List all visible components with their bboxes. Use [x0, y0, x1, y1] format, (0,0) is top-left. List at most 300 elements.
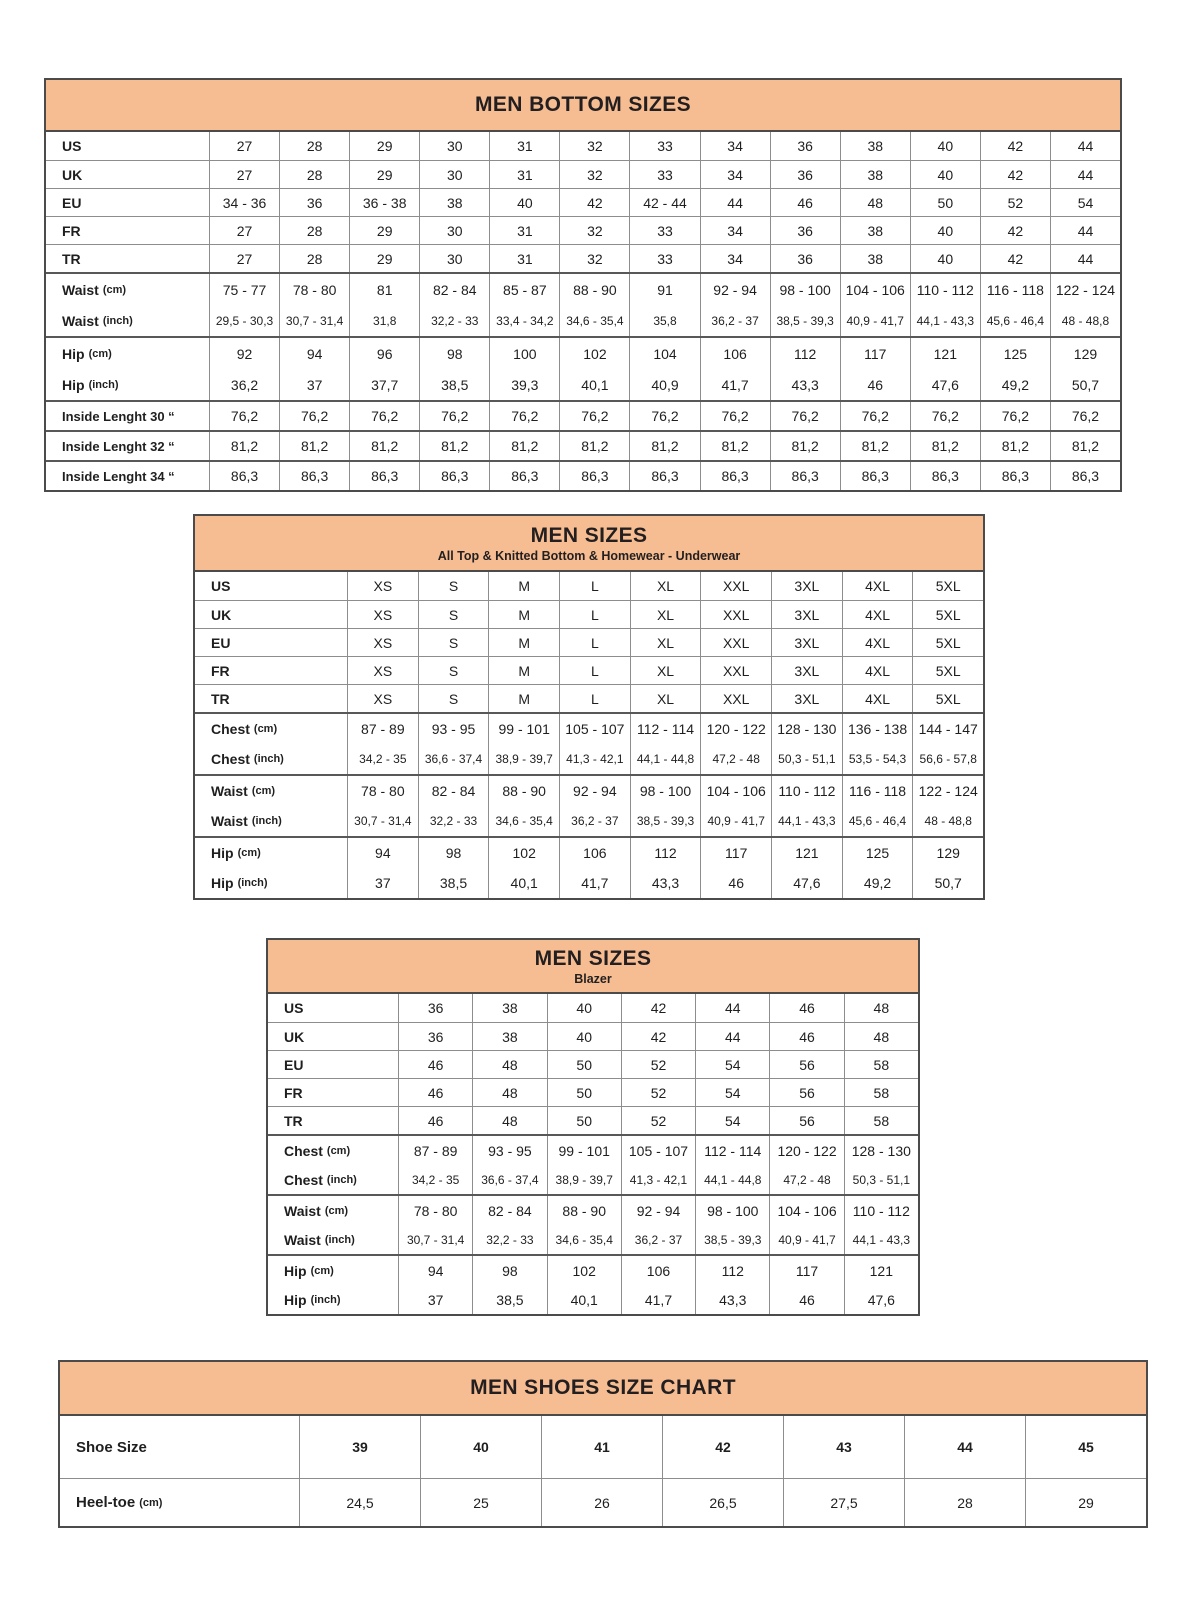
row-label-line [211, 714, 347, 744]
row-label [46, 245, 209, 272]
size-cell-value: 41,3 - 42,1 [566, 752, 624, 766]
size-cell: 52 [621, 1051, 695, 1078]
size-cell [559, 274, 629, 336]
size-cell-value: 41,7 [721, 376, 749, 393]
size-cell: 76,2 [980, 402, 1050, 430]
size-cell [621, 1136, 695, 1194]
size-cell: XS [347, 572, 418, 600]
size-cell [489, 274, 559, 336]
size-cell: XS [347, 629, 418, 656]
size-cell: 27 [209, 245, 279, 272]
size-cell [418, 838, 489, 898]
size-cell: 76,2 [629, 402, 699, 430]
size-cell [279, 338, 349, 400]
table-header [46, 80, 1120, 132]
size-cell: 43 [783, 1416, 904, 1478]
size-cell: 33 [629, 217, 699, 244]
size-cell-value: 40,1 [510, 875, 538, 891]
size-cell [700, 838, 771, 898]
row-label-line [284, 1256, 398, 1285]
size-cell: 32 [559, 217, 629, 244]
size-cell: 46 [398, 1107, 472, 1134]
size-cell [209, 338, 279, 400]
size-cell-value: 47,6 [931, 376, 959, 393]
size-cell [418, 714, 489, 774]
size-cell [547, 1136, 621, 1194]
size-cell-value: 36,6 - 37,4 [424, 752, 483, 766]
size-cell-value: 100 [513, 345, 537, 362]
size-cell [910, 274, 980, 336]
size-cell-value: 39,3 [511, 376, 539, 393]
row-label-line [62, 338, 209, 369]
row-label [268, 1023, 398, 1050]
size-cell-value: 46 [867, 376, 884, 393]
size-cell-value: 105 - 107 [565, 721, 625, 737]
row-label-line [284, 1225, 398, 1254]
size-cell: 36 [398, 994, 472, 1022]
size-cell: 36 [770, 245, 840, 272]
row-label [46, 338, 209, 400]
size-cell [770, 274, 840, 336]
table-row [268, 1050, 918, 1078]
size-cell: 81,2 [700, 432, 770, 460]
size-cell-value: 36,2 - 37 [634, 1232, 683, 1247]
size-cell: 24,5 [299, 1479, 420, 1526]
size-cell: 50 [547, 1051, 621, 1078]
size-cell-value: 120 - 122 [706, 721, 766, 737]
size-cell: 40 [547, 1023, 621, 1050]
size-cell: 36 [770, 132, 840, 160]
size-cell [771, 838, 842, 898]
size-cell [472, 1256, 546, 1314]
table-title: MEN BOTTOM SIZES [474, 93, 692, 116]
size-cell-value: 41,7 [644, 1291, 673, 1308]
row-label-line [211, 744, 347, 774]
row-label-text: EU [211, 634, 231, 651]
size-cell [398, 1196, 472, 1254]
size-cell-value: 102 [512, 845, 536, 861]
size-cell-value: 47,6 [867, 1291, 895, 1308]
size-cell [630, 838, 701, 898]
size-cell-value: 78 - 80 [292, 281, 337, 298]
table-header [60, 1362, 1146, 1416]
size-cell-value: 96 [376, 345, 393, 362]
table-row [268, 1134, 918, 1194]
size-cell: 40 [489, 189, 559, 216]
size-cell-value: 33,4 - 34,2 [496, 313, 554, 328]
row-label-line [211, 776, 347, 806]
size-cell-value: 121 [869, 1262, 893, 1279]
row-label [46, 402, 209, 430]
size-cell: 34 [700, 161, 770, 188]
size-cell: 58 [844, 1051, 918, 1078]
size-cell-value: 29,5 - 30,3 [215, 313, 274, 328]
size-cell-value: 99 - 101 [558, 1142, 610, 1159]
size-cell-value: 82 - 84 [488, 1202, 532, 1219]
men-bottom-sizes-table [44, 78, 1122, 492]
size-cell-value: 106 [723, 345, 747, 362]
size-cell: 34 [700, 245, 770, 272]
size-cell: XL [630, 601, 701, 628]
size-cell: 81,2 [559, 432, 629, 460]
size-cell: 40 [547, 994, 621, 1022]
size-cell [347, 838, 418, 898]
size-cell-value: 44,1 - 43,3 [916, 313, 974, 328]
size-cell: 33 [629, 245, 699, 272]
size-cell-value: 44,1 - 44,8 [636, 752, 695, 766]
size-cell-value: 48 - 48,8 [924, 814, 972, 828]
size-cell: 31 [489, 217, 559, 244]
size-cell-value: 129 [936, 845, 960, 861]
size-cell: 54 [695, 1051, 769, 1078]
size-cell-value: 38,5 - 39,3 [704, 1232, 762, 1247]
size-cell-value: 45,6 - 46,4 [986, 313, 1045, 328]
size-cell: S [418, 629, 489, 656]
size-cell [547, 1196, 621, 1254]
size-cell: 50 [547, 1107, 621, 1134]
size-cell: 54 [695, 1107, 769, 1134]
size-cell: 42 [621, 994, 695, 1022]
size-cell: 86,3 [840, 462, 910, 490]
size-cell [840, 274, 910, 336]
size-cell: 27,5 [783, 1479, 904, 1526]
table-body [60, 1416, 1146, 1526]
size-cell [630, 714, 701, 774]
size-cell: 40 [910, 132, 980, 160]
size-cell-value: 36,2 - 37 [571, 814, 619, 828]
size-cell-value: 78 - 80 [361, 783, 405, 799]
size-cell: 86,3 [629, 462, 699, 490]
table-header [195, 516, 983, 572]
size-cell: 52 [621, 1107, 695, 1134]
size-cell [769, 1256, 843, 1314]
size-cell: 42 [980, 132, 1050, 160]
size-cell [771, 776, 842, 836]
size-cell-value: 128 - 130 [851, 1142, 911, 1159]
row-label-text: Hip [211, 845, 234, 861]
size-cell-value: 49,2 [1001, 376, 1030, 393]
size-cell [547, 1256, 621, 1314]
size-cell-value: 98 [446, 345, 463, 362]
row-label-text: Inside Lenght 30 “ [62, 408, 175, 424]
size-cell-value: 49,2 [863, 875, 892, 891]
row-label [195, 657, 347, 684]
size-cell: 5XL [912, 601, 983, 628]
size-cell: 31 [489, 161, 559, 188]
size-cell: 38 [840, 217, 910, 244]
table-row [46, 160, 1120, 188]
size-cell-value: 38,5 - 39,3 [636, 814, 695, 828]
size-cell: 81,2 [1050, 432, 1120, 460]
size-cell: 81,2 [279, 432, 349, 460]
size-cell [980, 338, 1050, 400]
size-cell-value: 122 - 124 [1055, 281, 1116, 298]
size-cell: L [559, 601, 630, 628]
row-label [268, 1079, 398, 1106]
size-cell [695, 1196, 769, 1254]
size-cell [842, 776, 913, 836]
size-cell-value: 41,7 [581, 875, 609, 891]
size-cell: 86,3 [910, 462, 980, 490]
row-label-text: Chest [211, 721, 250, 737]
table-row [46, 188, 1120, 216]
size-cell-value: 35,8 [653, 313, 677, 328]
size-cell: 40 [420, 1416, 541, 1478]
table-row [46, 244, 1120, 272]
size-cell-value: 98 - 100 [707, 1202, 759, 1219]
size-cell-value: 56,6 - 57,8 [919, 752, 977, 766]
size-cell: 48 [472, 1107, 546, 1134]
row-label-text: Inside Lenght 34 “ [62, 468, 175, 484]
size-cell: 54 [695, 1079, 769, 1106]
row-label [195, 776, 347, 836]
row-label-line [211, 838, 347, 868]
size-cell [770, 338, 840, 400]
size-cell: 4XL [842, 601, 913, 628]
size-cell: 38 [840, 132, 910, 160]
size-cell [700, 776, 771, 836]
row-label [268, 1051, 398, 1078]
size-cell: 44 [904, 1416, 1025, 1478]
size-cell [398, 1256, 472, 1314]
size-cell: 4XL [842, 657, 913, 684]
size-cell: 48 [472, 1079, 546, 1106]
size-cell: 31 [489, 132, 559, 160]
size-cell-value: 102 [572, 1262, 596, 1279]
row-label-line [284, 1165, 398, 1194]
size-cell [842, 838, 913, 898]
size-cell: 3XL [771, 685, 842, 712]
size-cell-value: 112 [794, 345, 817, 362]
size-cell-value: 40,1 [581, 376, 609, 393]
row-label-text: US [211, 578, 231, 594]
size-cell-value: 38,5 [441, 376, 469, 393]
size-cell: 50 [910, 189, 980, 216]
row-label [195, 572, 347, 600]
row-label-text: TR [284, 1112, 303, 1129]
size-cell: 3XL [771, 629, 842, 656]
row-label [60, 1416, 299, 1478]
size-cell: 52 [621, 1079, 695, 1106]
table-title: MEN SIZES [534, 946, 652, 970]
row-label-line [62, 369, 209, 400]
size-cell: XL [630, 657, 701, 684]
row-label-unit: (inch) [324, 1233, 355, 1246]
size-cell-value: 44,1 - 44,8 [704, 1172, 762, 1187]
size-cell: L [559, 657, 630, 684]
size-cell: 48 [844, 994, 918, 1022]
table-title: MEN SHOES SIZE CHART [470, 1376, 736, 1399]
size-cell-value: 88 - 90 [573, 281, 617, 298]
size-cell: 27 [209, 161, 279, 188]
row-label-unit: (inch) [102, 314, 133, 327]
size-cell: 29 [349, 245, 419, 272]
row-label [46, 189, 209, 216]
size-cell-value: 87 - 89 [361, 721, 405, 737]
row-label [195, 685, 347, 712]
size-cell-value: 38,9 - 39,7 [495, 752, 553, 766]
size-cell: L [559, 629, 630, 656]
size-cell-value: 32,2 - 33 [486, 1232, 534, 1247]
size-cell: XXL [700, 657, 771, 684]
size-cell: S [418, 657, 489, 684]
size-cell: 45 [1025, 1416, 1146, 1478]
size-cell: 81,2 [980, 432, 1050, 460]
size-cell: 32 [559, 161, 629, 188]
size-cell: 40 [910, 245, 980, 272]
size-cell: 86,3 [419, 462, 489, 490]
size-cell: 86,3 [1050, 462, 1120, 490]
size-cell-value: 117 [725, 845, 748, 861]
size-cell: 42 [559, 189, 629, 216]
size-cell: 46 [398, 1079, 472, 1106]
size-cell: 28 [279, 245, 349, 272]
row-label-text: Chest [284, 1171, 323, 1188]
size-cell: 26,5 [662, 1479, 783, 1526]
size-cell-value: 120 - 122 [777, 1142, 837, 1159]
row-label-text: Hip [62, 345, 85, 362]
size-cell: 46 [769, 994, 843, 1022]
row-label-line [211, 868, 347, 898]
size-cell: S [418, 601, 489, 628]
size-cell: 41 [541, 1416, 662, 1478]
size-cell-value: 37 [427, 1291, 444, 1308]
size-cell-value: 38,5 [439, 875, 468, 891]
size-cell: 48 [844, 1023, 918, 1050]
table-row [46, 460, 1120, 490]
size-cell-value: 110 - 112 [778, 783, 836, 799]
size-cell-value: 38,9 - 39,7 [555, 1172, 613, 1187]
row-label-text: US [62, 138, 82, 154]
size-cell: 81,2 [419, 432, 489, 460]
size-cell-value: 43,3 [791, 376, 819, 393]
row-label-unit: (cm) [139, 1496, 163, 1509]
size-cell: 38 [472, 994, 546, 1022]
row-label-unit: (inch) [237, 877, 268, 889]
size-cell: 39 [299, 1416, 420, 1478]
size-cell-value: 53,5 - 54,3 [848, 752, 907, 766]
size-cell-value: 98 - 100 [779, 281, 831, 298]
table-body [46, 132, 1120, 490]
size-cell-value: 117 [864, 345, 887, 362]
row-label-unit: (inch) [253, 753, 284, 765]
table-row [46, 132, 1120, 160]
size-cell: M [488, 601, 559, 628]
size-cell [769, 1196, 843, 1254]
size-cell-value: 32,2 - 33 [431, 313, 479, 328]
size-cell-value: 47,2 - 48 [783, 1172, 831, 1187]
size-cell: 86,3 [209, 462, 279, 490]
row-label-text: TR [211, 690, 230, 707]
size-cell-value: 81 [376, 281, 393, 298]
size-cell [980, 274, 1050, 336]
size-cell-value: 40,9 [651, 376, 679, 393]
size-cell: 3XL [771, 601, 842, 628]
size-cell: 86,3 [700, 462, 770, 490]
size-cell [398, 1136, 472, 1194]
row-label-unit: (inch) [326, 1173, 357, 1186]
size-cell: 58 [844, 1079, 918, 1106]
size-cell-value: 92 - 94 [713, 281, 757, 298]
size-cell: 58 [844, 1107, 918, 1134]
size-cell-value: 93 - 95 [431, 721, 476, 737]
row-label [268, 1136, 398, 1194]
size-cell: M [488, 629, 559, 656]
size-cell: 30 [419, 161, 489, 188]
size-cell [910, 338, 980, 400]
row-label-text: Chest [211, 751, 250, 767]
size-cell [347, 714, 418, 774]
size-cell: 86,3 [559, 462, 629, 490]
size-cell-value: 36,2 - 37 [711, 313, 759, 328]
size-cell: 54 [1050, 189, 1120, 216]
size-cell: 4XL [842, 572, 913, 600]
row-label-line [284, 1285, 398, 1314]
size-cell: 29 [349, 161, 419, 188]
size-cell-value: 105 - 107 [628, 1142, 689, 1159]
row-label-line [211, 806, 347, 836]
size-cell-value: 87 - 89 [413, 1142, 458, 1159]
size-cell: XXL [700, 601, 771, 628]
size-cell-value: 98 [502, 1262, 518, 1279]
size-cell-value: 106 [583, 845, 607, 861]
size-cell-value: 92 - 94 [636, 1202, 681, 1219]
size-cell-value: 37 [306, 376, 323, 393]
row-label [268, 994, 398, 1022]
size-cell-value: 112 - 114 [636, 721, 695, 737]
row-label-line [284, 1136, 398, 1165]
table-subtitle: All Top & Knitted Bottom & Homewear - Underwear [437, 548, 741, 563]
size-cell [559, 776, 630, 836]
table-body [195, 572, 983, 898]
size-cell: 28 [904, 1479, 1025, 1526]
size-cell [695, 1256, 769, 1314]
row-label-text: FR [284, 1084, 303, 1101]
size-cell-value: 104 - 106 [706, 783, 766, 799]
size-cell-value: 122 - 124 [918, 783, 978, 799]
row-label-text: Inside Lenght 32 “ [62, 438, 175, 454]
table-row [268, 1254, 918, 1314]
row-label-text: Waist [284, 1231, 321, 1248]
table-row [268, 1078, 918, 1106]
size-cell: 44 [1050, 132, 1120, 160]
men-sizes-blazer-table [266, 938, 920, 1316]
size-cell-value: 110 - 112 [852, 1202, 910, 1219]
table-row [195, 600, 983, 628]
size-cell [472, 1196, 546, 1254]
size-cell: M [488, 685, 559, 712]
size-cell-value: 36,6 - 37,4 [481, 1172, 539, 1187]
row-label-text: UK [62, 166, 83, 183]
table-row [46, 336, 1120, 400]
size-cell-value: 98 - 100 [639, 783, 692, 799]
size-cell: S [418, 572, 489, 600]
size-cell [419, 274, 489, 336]
size-cell [209, 274, 279, 336]
row-label [46, 132, 209, 160]
table-row [46, 400, 1120, 430]
size-cell: 38 [840, 161, 910, 188]
size-cell: 27 [209, 132, 279, 160]
size-cell [489, 338, 559, 400]
row-label-text: UK [284, 1028, 305, 1045]
size-cell-value: 47,6 [793, 875, 821, 891]
size-cell: 46 [398, 1051, 472, 1078]
size-cell-value: 31,8 [373, 313, 397, 328]
table-row [195, 712, 983, 774]
size-cell: 44 [1050, 245, 1120, 272]
size-cell: M [488, 657, 559, 684]
